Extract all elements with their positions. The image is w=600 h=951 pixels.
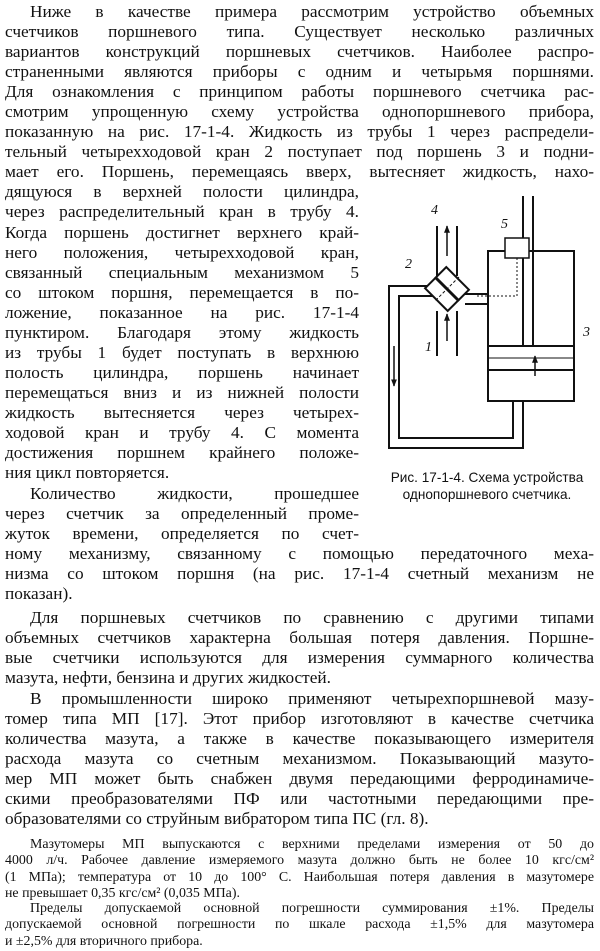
- mechanism-link: [475, 258, 517, 296]
- four-way-valve: [425, 267, 469, 311]
- text-line: мает его. Поршень, перемещаясь вверх, вытесняет жидкость, нахо-: [5, 162, 594, 182]
- text-line: Пределы допускаемой основной погрешности суммирования ±1%. Пределы: [30, 901, 594, 916]
- text-line: страненными являются приборы с одним и четырьмя поршнями.: [5, 62, 594, 82]
- text-line: Мазутомеры МП выпускаются с верхними пределами измерения от 50 до: [30, 837, 594, 852]
- text-line: жидкость вытесняется через четырех-: [5, 402, 359, 422]
- text-line: показан).: [5, 584, 73, 604]
- text-line: Когда поршень достигнет верхнего край-: [5, 222, 359, 242]
- label-1: 1: [425, 340, 432, 355]
- text-line: ложение, показанное на рис. 17-1-4: [5, 302, 359, 322]
- text-line: смотрим упрощенную схему устройства однопоршневого прибора,: [5, 102, 594, 122]
- text-line: расхода мазута со счетным механизмом. Показывающий мазуто-: [5, 749, 594, 769]
- text-line: Количество жидкости, прошедшее: [30, 484, 359, 503]
- text-line: В промышленности широко применяют четырехпоршневой мазу-: [30, 689, 594, 708]
- text-line: перемещаться вниз и из нижней полости: [5, 382, 359, 402]
- text-line: количества мазута, а также в качестве показывающего измерителя: [5, 729, 594, 749]
- label-5: 5: [501, 217, 508, 232]
- fine-print-limits: [5, 837, 594, 902]
- label-2: 2: [405, 257, 412, 272]
- text-line: 4000 л/ч. Рабочее давление измеряемого мазута должно быть не более 10 кгс/см²: [5, 853, 594, 869]
- text-line: жуток времени, определяется по счет-: [5, 524, 359, 544]
- paragraph-pressure-loss: [5, 608, 594, 688]
- fine-print-errors: [5, 901, 594, 950]
- figure-caption: [374, 469, 600, 503]
- text-line: Ниже в качестве примера рассмотрим устройство объемных: [30, 2, 594, 21]
- text-line: вые счетчики используются для измерения суммарного количества: [5, 648, 594, 668]
- text-line: допускаемой основной погрешности по шкале расхода ±1,5% для мазутомера: [5, 917, 594, 933]
- text-line: вариантов конструкций поршневых счетчиков. Наиболее распро-: [5, 42, 594, 62]
- text-line: мазута, нефти, бензина и других жидкостей.: [5, 668, 331, 688]
- mechanism-box: [505, 238, 529, 258]
- text-line: него положения, четырехходовой кран,: [5, 242, 359, 262]
- text-line: ходовой кран и трубу 4. С момента: [5, 422, 359, 442]
- text-line: не превышает 0,35 кгс/см² (0,035 МПа).: [5, 885, 240, 901]
- text-line: полость цилиндра, поршень начинает: [5, 362, 359, 382]
- text-line: ному механизму, связанному с помощью передаточного меха-: [5, 544, 594, 564]
- figure-piston-meter-diagram: [375, 196, 597, 466]
- text-line: через распределительный кран в трубу 4.: [5, 202, 359, 222]
- text-line: со штоком поршня, перемещается в по-: [5, 282, 359, 302]
- text-line: тельный четырехходовой кран 2 поступает под поршень 3 и подни-: [5, 142, 594, 162]
- text-line: томер типа МП [17]. Этот прибор изготовляют в качестве счетчика: [5, 709, 594, 729]
- text-line: достижения поршнем крайнего положе-: [5, 443, 359, 463]
- text-line: (1 МПа); температура от 10 до 100° С. Наибольшая потеря давления в мазутомере: [5, 869, 594, 885]
- text-line: ния цикл повторяется.: [5, 463, 170, 483]
- text-line: объемных счетчиков характерна большая потеря давления. Поршне-: [5, 628, 594, 648]
- text-line: связанный специальным механизмом 5: [5, 262, 359, 282]
- pipe-outline: [389, 196, 574, 448]
- text-line: Для ознакомления с принципом работы поршневого счетчика рас-: [5, 82, 594, 102]
- caption-line-2: однопоршневого счетчика.: [402, 487, 572, 502]
- caption-line-1: Рис. 17-1-4. Схема устройства: [390, 470, 584, 485]
- text-line: низма со штоком поршня (на рис. 17-1-4 счетный механизм не: [5, 564, 594, 584]
- label-3: 3: [583, 325, 590, 340]
- text-line: через счетчик за определенный проме-: [5, 504, 359, 524]
- text-line: и ±2,5% для вторичного прибора.: [5, 933, 203, 949]
- text-line: мер МП может быть снабжен двумя передающими ферродинамиче-: [5, 769, 594, 789]
- text-line: Для поршневых счетчиков по сравнению с другими типами: [30, 608, 594, 627]
- text-line: показанную на рис. 17-1-4. Жидкость из трубы 1 через распредели-: [5, 122, 594, 142]
- label-4: 4: [431, 203, 438, 218]
- text-line: счетчиков поршневого типа. Существует несколько различных: [5, 22, 594, 42]
- text-line: пунктиром. Благодаря этому жидкость: [5, 322, 359, 342]
- text-line: скими преобразователями ПФ или частотными передающими пре-: [5, 789, 594, 809]
- paragraph-mp-meter: [5, 689, 594, 829]
- text-line: образователями со струйным вибратором типа ПС (гл. 8).: [5, 809, 429, 829]
- text-line: дящуюся в верхней полости цилиндра,: [5, 182, 359, 202]
- text-line: из трубы 1 будет поступать в верхнюю: [5, 342, 359, 362]
